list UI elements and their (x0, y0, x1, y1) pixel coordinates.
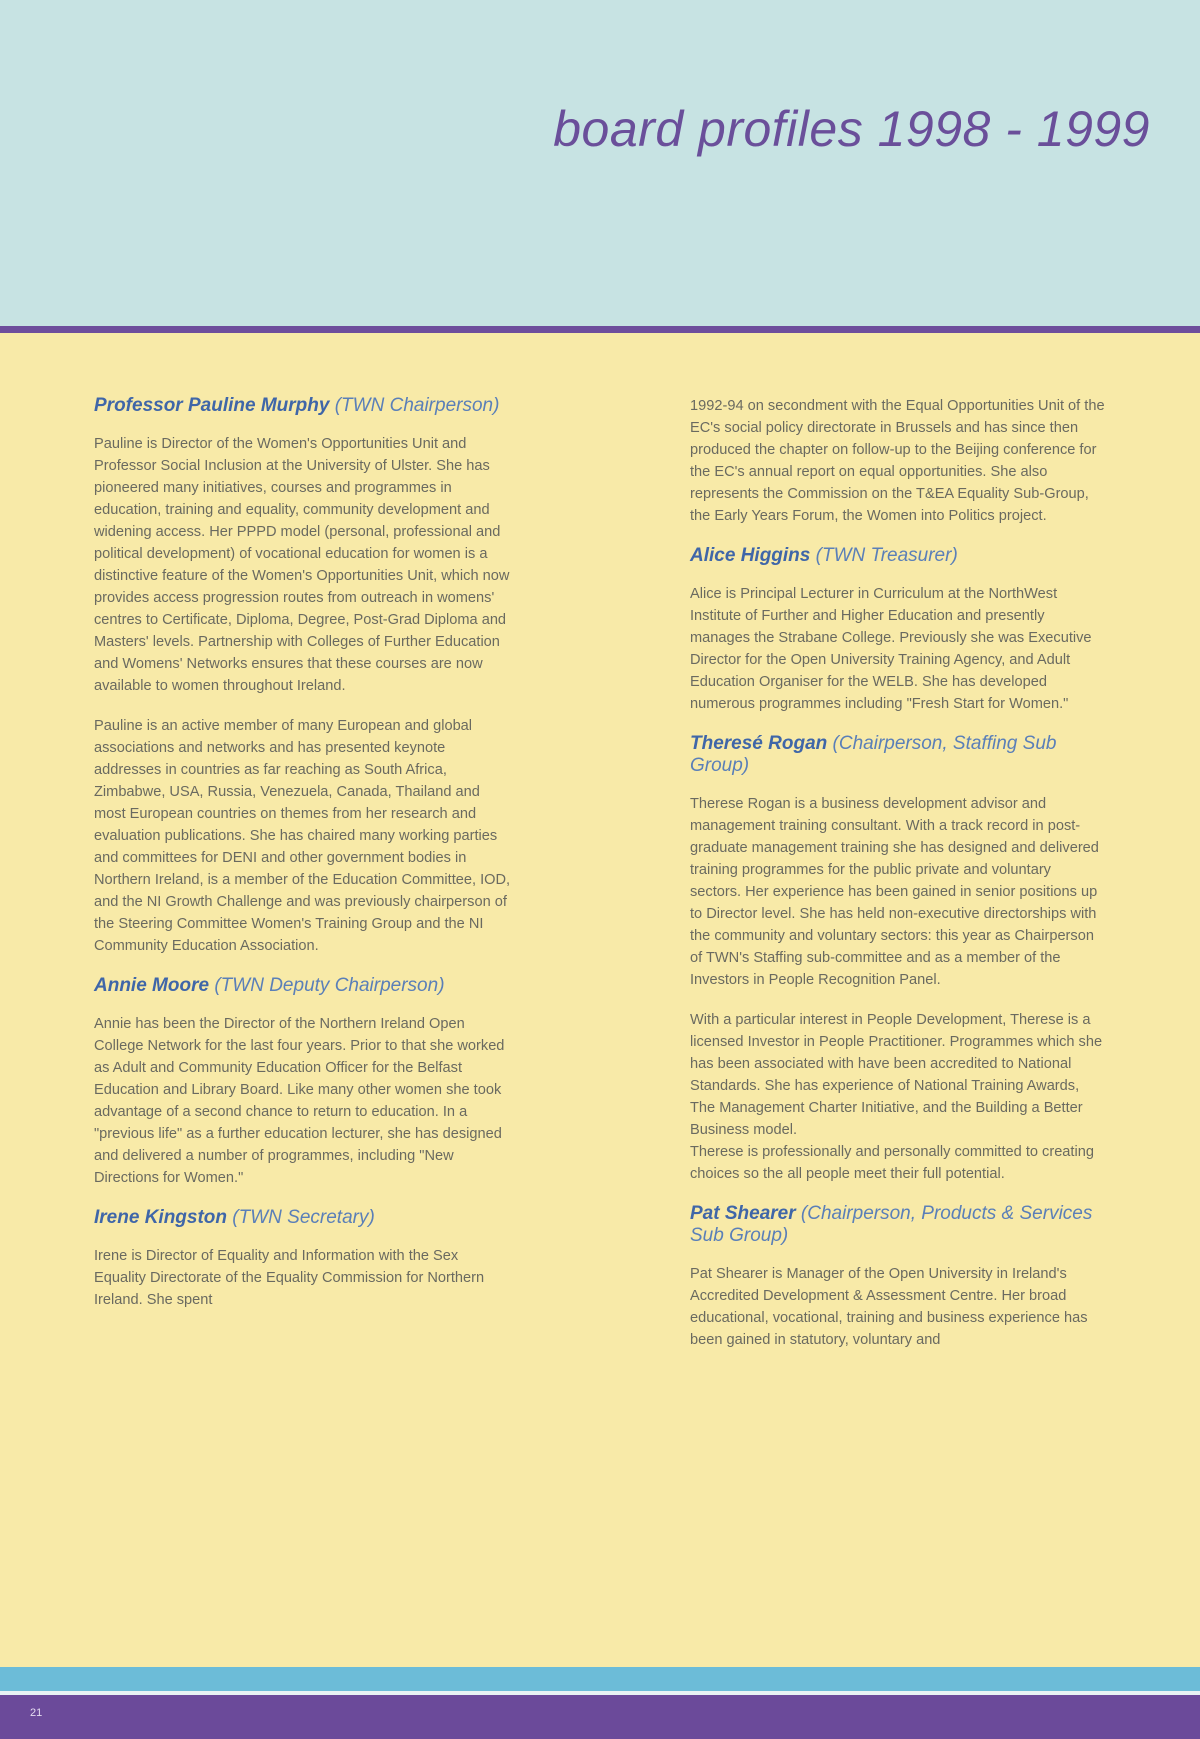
profile-role: (TWN Deputy Chairperson) (214, 975, 445, 996)
profile-heading (690, 1203, 1105, 1247)
profile-heading (94, 975, 514, 997)
profile-heading (690, 545, 1105, 567)
profile-irene-kingston (94, 1207, 514, 1311)
profile-name: Theresé Rogan (690, 733, 828, 754)
continuation-paragraph: 1992-94 on secondment with the Equal Opportunities Unit of the EC's social policy directorate in Brussels and has since then produced the chapter on follow-up to the Beijing conference for the EC's annual report on equal opportunities. She also represents the Commission on the T&EA Equality Sub-Group, the Early Years Forum, the Women into Politics project. (690, 398, 1105, 524)
profile-role: (Chairperson, Staffing Sub Group) (690, 733, 1057, 776)
profile-therese-rogan (690, 733, 1105, 1185)
profile-heading (94, 1207, 514, 1229)
header-band (0, 0, 1200, 326)
footer-band (0, 1695, 1200, 1739)
left-column (94, 395, 514, 1329)
profile-role: (TWN Secretary) (232, 1207, 375, 1228)
profile-paragraph: Annie has been the Director of the Northern Ireland Open College Network for the last four years. Prior to that she worked as Adult and Community Education Officer for the Belfast Education and Library Board. Like many other women she took advantage of a second chance to return to education. In a "previous life" as a further education lecturer, she has designed and delivered a number of programmes, including "New Directions for Women." (94, 1016, 505, 1186)
profile-alice-higgins (690, 545, 1105, 715)
profile-paragraph: With a particular interest in People Development, Therese is a licensed Investor in People Practitioner. Programmes which she has been associated with have been accredited to National Standards. She has experience of National Training Awards, The Management Charter Initiative, and the Building a Better Business model. Therese is professionally and personally committed to creating choices so the all people meet their full potential. (690, 1012, 1103, 1182)
page-title: board profiles 1998 - 1999 (553, 101, 1150, 157)
header-divider (0, 326, 1200, 333)
profile-role: (TWN Chairperson) (334, 395, 500, 416)
profile-paragraph: Irene is Director of Equality and Information with the Sex Equality Directorate of the Equality Commission for Northern Ireland. She spent (94, 1248, 485, 1308)
profile-paragraph: Alice is Principal Lecturer in Curriculum at the NorthWest Institute of Further and Higher Education and presently manages the Strabane College. Previously she was Executive Director for the Open University Training Agency, and Adult Education Organiser for the WELB. She has developed numerous programmes including "Fresh Start for Women." (690, 586, 1092, 712)
profile-name: Irene Kingston (94, 1207, 228, 1228)
profile-name: Professor Pauline Murphy (94, 395, 330, 416)
content-area (0, 333, 1200, 1667)
profile-role: (TWN Treasurer) (815, 545, 958, 566)
profile-pat-shearer (690, 1203, 1105, 1351)
profile-role: (Chairperson, Products & Services Sub Group) (690, 1203, 1093, 1246)
right-column (690, 395, 1105, 1369)
profile-paragraph: Pauline is an active member of many European and global associations and networks and has presented keynote addresses in countries as far reaching as South Africa, Zimbabwe, USA, Russia, Venezuela, Canada, Thailand and most European countries on themes from her research and evaluation publications. She has chaired many working parties and committees for DENI and other government bodies in Northern Ireland, is a member of the Education Committee, IOD, and the NI Growth Challenge and was previously chairperson of the Steering Committee Women's Training Group and the NI Community Education Association. (94, 718, 511, 954)
profile-paragraph: Pauline is Director of the Women's Opportunities Unit and Professor Social Inclusion at the University of Ulster. She has pioneered many initiatives, courses and programmes in education, training and equality, community development and widening access. Her PPPD model (personal, professional and political development) of vocational education for women is a distinctive feature of the Women's Opportunities Unit, which now provides access progression routes from outreach in womens' centres to Certificate, Diploma, Degree, Post-Grad Diploma and Masters' levels. Partnership with Colleges of Further Education and Womens' Networks ensures that these courses are now available to women throughout Ireland. (94, 436, 510, 694)
footer-stripe (0, 1667, 1200, 1691)
profile-paragraph: Pat Shearer is Manager of the Open University in Ireland's Accredited Development & Assessment Centre. Her broad educational, vocational, training and business experience has been gained in statutory, voluntary and (690, 1266, 1088, 1348)
profile-heading (690, 733, 1105, 777)
profile-name: Alice Higgins (690, 545, 811, 566)
profile-name: Pat Shearer (690, 1203, 796, 1224)
profile-annie-moore (94, 975, 514, 1189)
profile-paragraph: Therese Rogan is a business development advisor and management training consultant. With a track record in post-graduate management training she has designed and delivered training programmes for the public private and voluntary sectors. Her experience has been gained in senior positions up to Director level. She has held non-executive directorships with the community and voluntary sectors: this year as Chairperson of TWN's Staffing sub-committee and as a member of the Investors in People Recognition Panel. (690, 796, 1099, 988)
profile-name: Annie Moore (94, 975, 210, 996)
page-number: 21 (30, 1707, 43, 1719)
profile-heading (94, 395, 514, 417)
profile-pauline-murphy (94, 395, 514, 957)
